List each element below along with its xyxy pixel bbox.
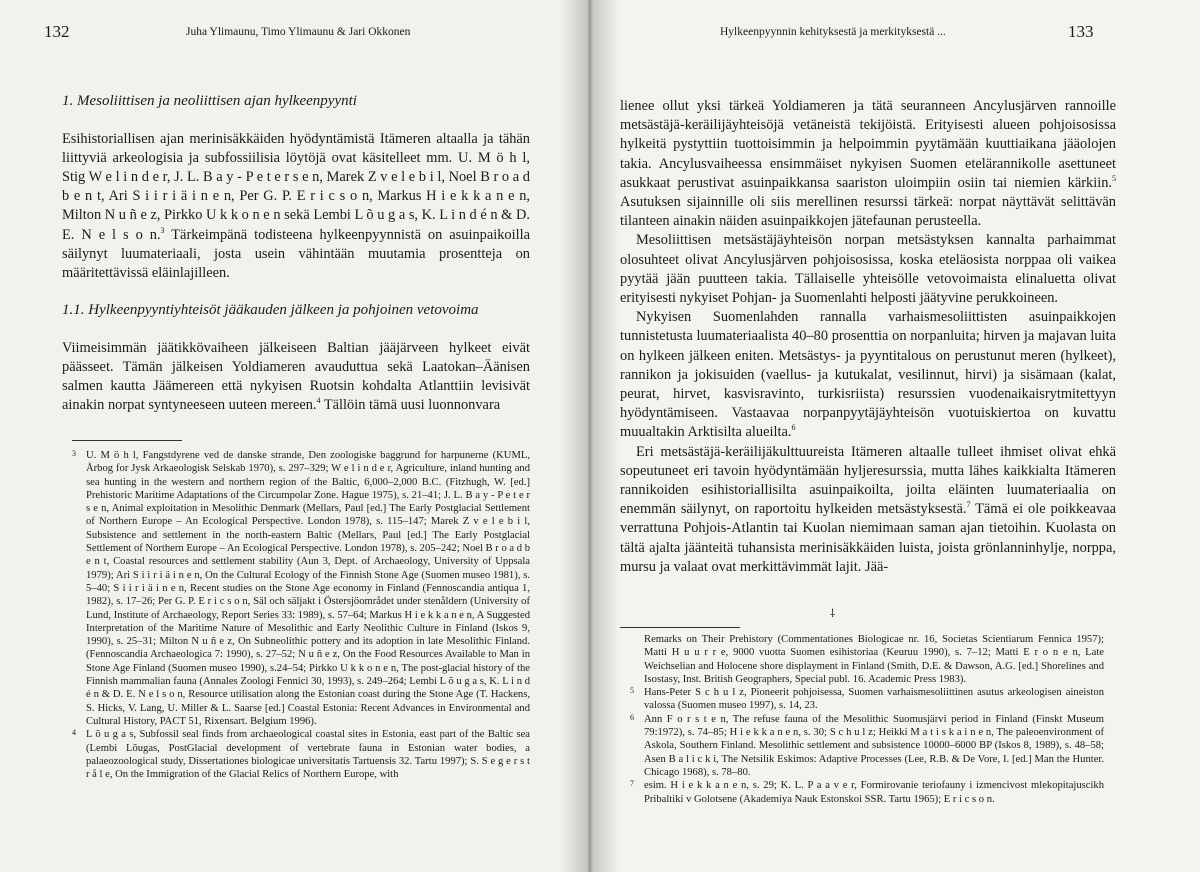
stray-mark: ⸸ <box>830 608 836 620</box>
page-number: 132 <box>44 22 70 41</box>
footnote-ref: 6 <box>791 423 796 433</box>
footnote-ref: 7 <box>966 500 971 510</box>
footnote-text: Hans-Peter S c h u l z, Pioneerit pohjoisessa, Suomen varhaismesoliittinen asutus arkeologisen aineiston valossa (Suomen museo 1997), s. 14, 23. <box>644 687 1104 712</box>
body-paragraph: Mesoliittisen metsästäjäyhteisön norpan metsästyksen kannalta parhaimmat olosuhteet olivat Ancylusjärven pohjoisosissa, koska eteläosista norppaa oli vaikea pyytää jään puutteen takia. Tällaiselle yhteisölle vetovoimaista elinaluetta olivat erityisesti nykyiset Pohjan- ja Suomenlahti helposti jäätyvine perukkoineen. <box>620 232 1116 307</box>
body-paragraph <box>620 308 1116 442</box>
footnote-ref: 5 <box>1112 174 1116 184</box>
subsection-heading: 1.1. Hylkeenpyyntiyhteisöt jääkauden jälkeen ja pohjoinen vetovoima <box>62 302 479 319</box>
footnote <box>72 449 530 728</box>
footnote <box>630 713 1104 779</box>
right-body <box>620 97 1116 577</box>
paragraph-text: Tämä ei ole poikkeavaa verrattuna Pohjois-Atlantin tai Kuolan niemimaan saman ajan tietoihin. Kuolasta on tältä ajalta jäänteitä tuhansista merinisäkkäiden luista, joista grönlanninhylje, norppa, mursu ja valaat ovat merkittävimmät lajit. Jää- <box>620 501 1116 575</box>
footnote-mark: 7 <box>630 779 634 789</box>
body-paragraph <box>62 339 530 416</box>
body-paragraph <box>62 130 530 284</box>
footnote <box>630 779 1104 806</box>
footnotes <box>72 440 530 781</box>
section-heading: 1. Mesoliittisen ja neoliittisen ajan hylkeenpyynti <box>62 93 357 109</box>
paragraph-text: Esihistoriallisen ajan merinisäkkäiden hyödyntämistä Itämeren altaalla ja tähän liittyviä arkeologisia ja subfossiilisia löytöjä ovat käsitelleet mm. U. M ö h l, Stig W e l i n d e r, J. L. B a y - P e t e r s e n, Marek Z v e l e b i l, Noel B r o a d b e n t, Ari S i i r i ä i n e n, Per G. P. E r i c s o n, Markus H i e k k a n e n, Milton N u ñ e z, Pirkko U k k o n e n sekä Lembi L õ u g a s, K. L i n d é n & D. E. N e l s o n. <box>62 130 530 243</box>
footnotes <box>630 633 1104 806</box>
body-paragraph <box>620 97 1116 231</box>
paragraph-text: Tärkeimpänä todisteena hylkeenpyynnistä on asuinpaikoilla säilynyt luumateriaali, josta usein vähintään muutamia prosentteja on määritettävissä eläinlajilleen. <box>62 226 531 281</box>
paragraph-text: lienee ollut yksi tärkeä Yoldiameren ja tätä seuranneen Ancylusjärven rannoille metsästäjä-keräilijäyhteisöjä vetäneistä tekijöistä. Erityisesti alueen pohjoisosissa hylkeitä pystyttiin tuottoisimmin ja helpoimmin pyytämään kuuttiaikana jääolojen takia. Ancylusvaiheessa ensimmäiset nykyisen Suomen etelärannikolle asettuneet asukkaat perustivat asuinpaikkansa saariston uloimpiin osiin tai niemien kärkiin. <box>620 98 1116 191</box>
paragraph-text: Nykyisen Suomenlahden rannalla varhaismesoliittisten asuinpaikkojen tunnistetusta luumateriaalista 40–80 prosenttia on norpanluita; hirven ja majavan luita on hylkeen jälkeen eniten. Metsästys- ja pyyntitalous on perustunut meren (hylkeet), rannikon ja jokisuiden (vaellus- ja kutukalat, vesilinnut, hirvi) ja sisämaan (kalat, peurat, hirvet, kasvisravinto, turkisriista) resurssien vuodenaikaisrytmitettyyn hyödyntämiseen. Vastaavaa norpanpyytäjäyhteisön vuotuiskiertoa on kuvattu muualtakin Arktisilta alueilta. <box>620 309 1116 441</box>
footnote-text: Ann F o r s t e n, The refuse fauna of the Mesolithic Suomusjärvi period in Finland (Finskt Museum 79:1972), s. 74–85; H i e k k a n e n, s. 30; S c h u l z; Heikki M a t i s k a i n e n, The paleoenvironment of Askola, Southern Finland. Mesolithic settlement and subsistence 10000–6000 BP (Iskos 8, 1989), s. 48–58; Asen B a l i c k i, The Netsilik Eskimos: Adaptive Processes (Lee, R.B. & De Vore, I. [ed.] Man the Hunter. Chicago 1968), s. 78–80. <box>644 713 1104 778</box>
footnote <box>630 686 1104 713</box>
running-head: Hylkeenpyynnin kehityksestä ja merkityksestä ... <box>720 26 946 38</box>
book-gutter-shadow <box>560 0 620 872</box>
footnote-rule <box>72 440 182 441</box>
running-head: Juha Ylimaunu, Timo Ylimaunu & Jari Okkonen <box>186 26 411 38</box>
footnote-mark: 6 <box>630 712 634 722</box>
paragraph-text: Viimeisimmän jäätikkövaiheen jälkeiseen Baltian jääjärveen hylkeet eivät päässeet. Tämän jälkeisen Yoldiameren avauduttua sekä Laatokan–Äänisen salmen kautta Jäämereen että nykyisen Ruotsin kohdalta Atlanttiin levisivät ainakin norpat syntyneeseen uuteen mereen. <box>62 339 530 414</box>
paragraph-text: Asutuksen sijainnille oli siis merellinen resurssi tärkeä: norpat näyttävät selittävän tilanteen ainakin näiden asuinpaikkojen jätefaunan perusteella. <box>620 194 1116 230</box>
footnote-text: esim. H i e k k a n e n, s. 29; K. L. P a a v e r, Formirovanie teriofauny i izmencivost mlekopitajuscikh Pribaltiki v Golotsene (Akademiya Nauk Estonskoi SSR. Tartu 1965); E r i c s o n. <box>644 780 1104 805</box>
paragraph-text: Tällöin tämä uusi luonnonvara <box>320 397 501 414</box>
footnote-continued: Remarks on Their Prehistory (Commentationes Biologicae nr. 16, Societas Scientiarum Fennica 1957); Matti H u u r r e, 9000 vuotta Suomen esihistoriaa (Keuruu 1990), s. 7–12; Matti E r o n e n, Late Weichselian and Holocene shore displayment in Finland (Smith, D.E. & Dawson, A.G. [ed.] Shorelines and Isostasy, Inst. British Geographers, Special publ. 16. Academic Press 1983). <box>644 634 1104 685</box>
right-page <box>590 0 1200 872</box>
footnote <box>72 728 530 781</box>
left-body <box>62 92 530 415</box>
footnote-mark: 5 <box>630 686 634 696</box>
left-page <box>0 0 590 872</box>
footnote-text: U. M ö h l, Fangstdyrene ved de danske strande, Den zoologiske baggrund for harpunerne (KUML, Årbog for Jysk Arkaeologisk Selskab 1970), s. 297–329; W e l i n d e r, Agriculture, inland hunting and sea hunting in the western and northern region of the Baltic, 6,000–2,000 B.C. (Fitzhugh, W. [ed.] Prehistoric Maritime Adaptations of the Circumpolar Zone. Hague 1975), s. 21–41; J. L. B a y - P e t e r s e n, Animal exploitation in Mesolithic Denmark (Mellars, Paul [ed.] The Early Postglacial Settlement of Northern Europe – An Ecological Perspective. London 1978), s. 115–147; Marek Z v e l e b i l, Subsistence and settlement in the north-eastern Baltic (Mellars, Paul [ed.] The Early Postglacial Settlement of Northern Europe – An Ecological Perspective. London 1978), s. 205–242; Noel B r o a d b e n t, Coastal resources and settlement stability (Aun 3, Dept. of Archaeology, University of Uppsala 1979); Ari S i i r i ä i n e n, On the Cultural Ecology of the Finnish Stone Age (Suomen museo 1981), s. 5–40; S i i r i ä i n e n, Recent studies on the Stone Age economy in Finland (Fennoscandia antiqua 1, 1982), s. 17–26; Per G. P. E r i c s o n, Säl och säljakt i Östersjöområdet under stenåldern (University of Lund, Institute of Archaeology, Report Series 33: 1989), s. 57–64; Markus H i e k k a n e n, A Suggested Interpretation of the Maritime Nature of Mesolithic and Early Neolithic Culture in Finland (Iskos 9, 1990), s. 25–31; Milton N u ñ e z, On Subneolithic pottery and its adoption in late Mesolithic Finland. (Fennoscandia Archaeologica 7: 1990), s. 27–52; N u ñ e z, On the Food Resources Available to Man in Stone Age Finland (Suomen museo 1990), s.24–54; Pirkko U k k o n e n, The post-glacial history of the Finnish mammalian fauna (Annales Zoologi Fennici 30, 1993), s. 249–264; Lembi L õ u g a s, K. L i n d é n & D. E. N e l s o n, Resource utilisation along the Estonian coast during the Stone Age (T. Hackens, S. Hicks, V. Lang, U. Miller & L. Saarse [ed.] Coastal Estonia: Recent Advances in Environmental and Cultural History, PACT 51, Rixensart. Belgium 1996). <box>86 450 530 727</box>
paragraph-text: Eri metsästäjä-keräilijäkulttuureista Itämeren altaalle tulleet ihmiset olivat ehkä sopeutuneet eri tavoin hyödyntämään hyljeresurssia, mutta lähes kaikkialta Itämeren rannikoiden esihistoriallisilta asuinpaikoilta, joilta eläinten luumateriaalia on enemmän säilynyt, on raportoitu hylkeiden metsästyksestä. <box>620 443 1116 518</box>
page-number: 133 <box>1068 22 1094 41</box>
footnote-ref: 4 <box>316 396 321 406</box>
footnote-text: L õ u g a s, Subfossil seal finds from archaeological coastal sites in Estonia, east part of the Baltic sea (Lembi Lõugas, PostGlacial development of vertebrate fauna in Estonian water bodies, a palaeozoological study, Dissertationes biologicae universitatis Tartuensis 32. Tartu 1997); S. S e g e r s t r å l e, On the Immigration of the Glacial Relics of Northern Europe, with <box>86 729 530 781</box>
footnote-ref: 3 <box>160 225 165 235</box>
footnote-rule <box>620 627 740 628</box>
body-paragraph <box>620 443 1116 577</box>
footnote-mark: 3 <box>72 449 76 458</box>
footnote-mark: 4 <box>72 728 76 738</box>
